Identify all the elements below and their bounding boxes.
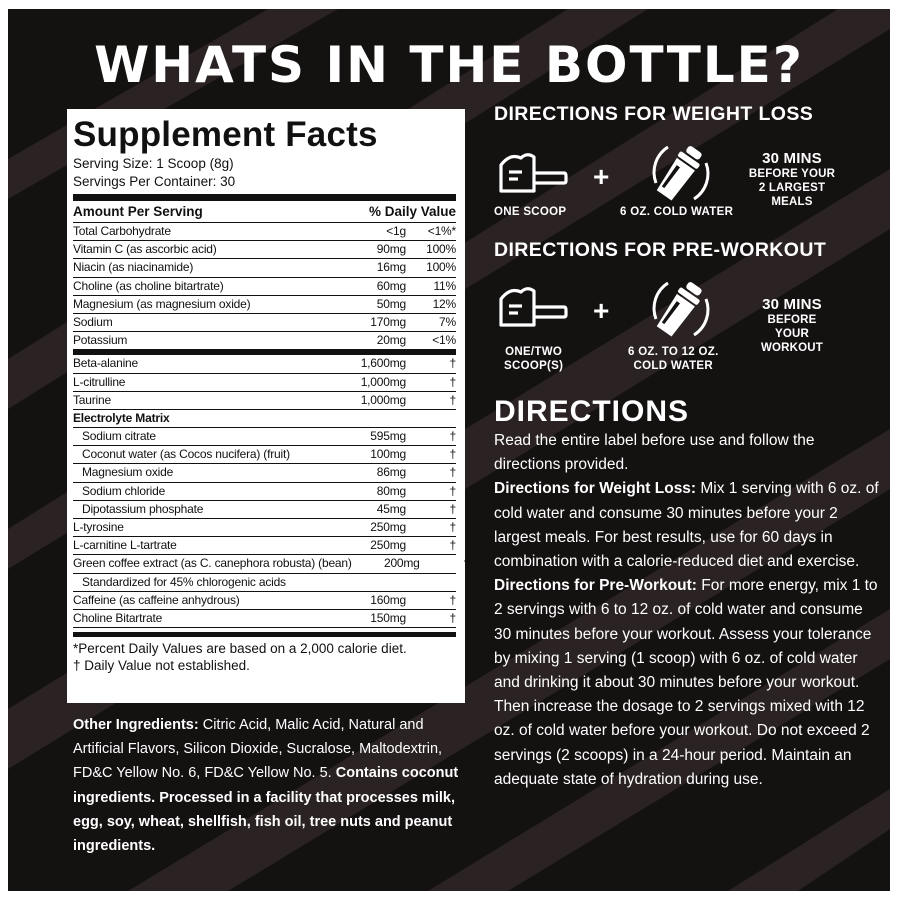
nutrient-name: Sodium citrate [82,429,156,444]
nutrient-daily-value: † [449,538,456,553]
electrolyte-matrix-label: Electrolyte Matrix [73,410,170,425]
nutrient-row [73,314,456,332]
nutrient-name: Sodium chloride [82,483,166,498]
nutrient-name: Vitamin C (as ascorbic acid) [73,242,217,257]
nutrient-amount: 250mg [370,538,406,553]
nutrient-amount: 200mg [383,556,420,571]
pre-workout-scoop-caption-line2: SCOOP(S) [504,360,564,372]
nutrient-daily-value: 7% [439,314,456,329]
weight-loss-scoop-caption: ONE SCOOP [494,206,567,218]
nutrient-daily-value: † [449,610,456,625]
nutrient-row [73,296,456,314]
nutrient-row [73,519,456,537]
plus-sign: + [593,161,610,192]
weight-loss-water-caption: 6 OZ. COLD WATER [620,206,734,218]
nutrient-name: Sodium [73,314,113,329]
nutrient-daily-value: † [449,356,456,371]
nutrient-row [73,259,456,277]
facts-header-row [73,201,456,223]
nutrient-amount: 90mg [376,242,406,257]
nutrient-amount: 100mg [370,447,406,462]
nutrient-amount: 60mg [376,278,406,293]
nutrient-row [73,332,456,350]
nutrient-daily-value: † [449,447,456,462]
directions-title: DIRECTIONS [494,395,690,428]
electrolyte-matrix-label-row [73,410,456,428]
nutrient-amount: 20mg [376,333,406,348]
nutrient-row [73,428,456,446]
label-panel [8,9,890,891]
nutrient-amount: 160mg [370,592,406,607]
nutrient-row [73,464,456,482]
other-ingredients-text: Citric Acid, Malic Acid, Natural and Artificial Flavors, Silicon Dioxide, Sucralose, Maltodextrin, FD&C Yellow No. 6, FD&C Yellow No. 5. [73,717,443,782]
nutrient-row [73,278,456,296]
weight-loss-timing [732,150,852,209]
nutrient-row [73,223,456,241]
nutrient-daily-value: 100% [426,242,456,257]
nutrient-daily-value: † [463,556,470,571]
other-ingredients [73,713,468,858]
pre-workout-water-caption-line2: COLD WATER [633,360,713,372]
nutrient-name: Taurine [73,392,111,407]
directions-weight-loss-label: Directions for Weight Loss: [494,480,697,498]
nutrient-amount: <1g [386,224,406,238]
shaker-bottle-icon [648,139,714,207]
supplement-facts-heading: Supplement Facts [73,115,378,154]
nutrient-name: Choline Bitartrate [73,610,163,625]
nutrient-amount: 595mg [370,429,406,444]
pre-workout-water-caption-line1: 6 OZ. TO 12 OZ. [628,346,719,358]
nutrient-name: Choline (as choline bitartrate) [73,278,224,293]
weight-loss-timing-small: BEFORE YOUR 2 LARGEST MEALS [748,168,836,208]
nutrient-row [73,241,456,259]
nutrient-daily-value: † [449,465,456,480]
directions-pre-workout-label: Directions for Pre-Workout: [494,577,697,595]
nutrient-row [73,355,456,373]
nutrient-name: Total Carbohydrate [73,224,171,238]
nutrient-name: Dipotassium phosphate [82,501,204,516]
nutrient-row [73,592,456,610]
amount-per-serving-label: Amount Per Serving [73,204,203,219]
nutrient-amount: 1,000mg [360,374,406,389]
page-title: WHATS IN THE BOTTLE? [94,36,804,94]
nutrient-amount: 86mg [376,465,406,480]
nutrient-daily-value: † [449,374,456,389]
divider-thick [73,194,456,201]
directions-body [494,429,884,792]
directions-pre-workout [494,574,884,792]
nutrient-name: Green coffee extract (as C. canephora robusta) (bean) [73,556,352,571]
electrolyte-list [73,428,456,519]
nutrient-row [73,483,456,501]
nutrient-row [73,392,456,410]
nutrient-row [73,374,456,392]
nutrient-name: L-carnitine L-tartrate [73,538,177,553]
plus-sign: + [593,295,610,326]
nutrient-amount: 250mg [370,520,406,534]
other-ingredients-label: Other Ingredients: [73,717,199,733]
nutrient-row [73,610,456,628]
nutrient-group-caffeine [73,592,456,628]
nutrient-name: Beta-alanine [73,356,138,371]
nutrient-amount: 45mg [376,501,406,516]
weight-loss-heading: DIRECTIONS FOR WEIGHT LOSS [494,103,814,125]
nutrient-name: Coconut water (as Cocos nucifera) (fruit) [82,447,290,462]
pre-workout-water-caption [628,345,719,373]
directions-weight-loss-text: Mix 1 serving with 6 oz. of cold water and consume 30 minutes before your 2 largest meals. For best results, use for 60 days in combination with a calorie-reduced diet and exercise. [494,480,879,571]
pre-workout-timing [732,296,852,355]
nutrient-amount: 80mg [376,483,406,498]
nutrient-daily-value: † [449,483,456,498]
allergen-statement: Contains coconut ingredients. Processed in a facility that processes milk, egg, soy, wheat, shellfish, fish oil, tree nuts and peanut ingredients. [73,765,459,855]
green-coffee-note: Standardized for 45% chlorogenic acids [82,574,286,589]
nutrient-daily-value: 11% [433,278,456,293]
nutrient-daily-value: † [449,429,456,444]
directions-weight-loss [494,477,884,574]
nutrient-amount: 16mg [376,260,406,275]
nutrient-group-amino [73,355,456,410]
green-coffee-note-row [73,574,456,592]
footnote-percent: *Percent Daily Values are based on a 2,000 calorie diet. [73,641,407,657]
scoop-icon [496,149,568,195]
supplement-facts-panel [67,109,470,703]
daily-value-label: % Daily Value [368,204,456,219]
weight-loss-timing-big: 30 MINS [762,150,822,167]
nutrient-name: Magnesium oxide [82,465,174,480]
nutrient-daily-value: 100% [426,260,456,275]
nutrient-row [73,446,456,464]
nutrient-name: Niacin (as niacinamide) [73,260,194,275]
nutrient-daily-value: <1% [432,333,456,348]
directions-pre-workout-text: For more energy, mix 1 to 2 servings with 6 to 12 oz. of cold water and consume 30 minutes before your workout. Assess your tolerance by mixing 1 serving (1 scoop) with 6 oz. of cold water and drinking it about 30 minutes before your workout. Then increase the dosage to 2 servings mixed with 12 oz. of cold water before your workout. Do not exceed 2 servings (2 scoops) in a 24-hour period. Maintain an adequate state of hydration during use. [494,577,878,788]
nutrient-daily-value: † [449,592,456,607]
pre-workout-timing-big: 30 MINS [762,296,822,313]
nutrient-row [73,501,456,519]
directions-intro: Read the entire label before use and follow the directions provided. [494,432,815,474]
nutrient-group-other [73,519,470,574]
nutrient-daily-value: † [449,501,456,516]
nutrient-row [73,537,456,555]
nutrient-name: Magnesium (as magnesium oxide) [73,296,251,311]
nutrient-name: Potassium [73,333,128,348]
footnote-dagger: † Daily Value not established. [73,658,250,674]
pre-workout-timing-small: BEFORE YOUR WORKOUT [760,314,824,354]
nutrient-amount: 1,600mg [360,356,406,371]
nutrient-amount: 150mg [370,610,406,625]
nutrient-amount: 1,000mg [360,392,406,407]
servings-per-container: Servings Per Container: 30 [73,174,236,189]
nutrient-amount: 50mg [376,296,406,311]
pre-workout-scoop-caption-line1: ONE/TWO [505,346,563,358]
serving-size: Serving Size: 1 Scoop (8g) [73,156,234,171]
nutrient-name: L-tyrosine [73,520,124,534]
nutrient-name: L-citrulline [73,374,126,389]
nutrient-group-vitamins [73,223,456,350]
pre-workout-scoop-caption [504,345,563,373]
nutrient-name: Caffeine (as caffeine anhydrous) [73,592,240,607]
shaker-bottle-icon [648,275,714,343]
scoop-icon [496,283,568,329]
pre-workout-heading: DIRECTIONS FOR PRE-WORKOUT [494,239,827,261]
nutrient-daily-value: 12% [432,296,456,311]
nutrient-amount: 170mg [370,314,406,329]
nutrient-daily-value: † [449,520,456,534]
nutrient-row [73,555,470,573]
nutrient-daily-value: † [449,392,456,407]
nutrient-daily-value: <1%* [427,224,456,238]
